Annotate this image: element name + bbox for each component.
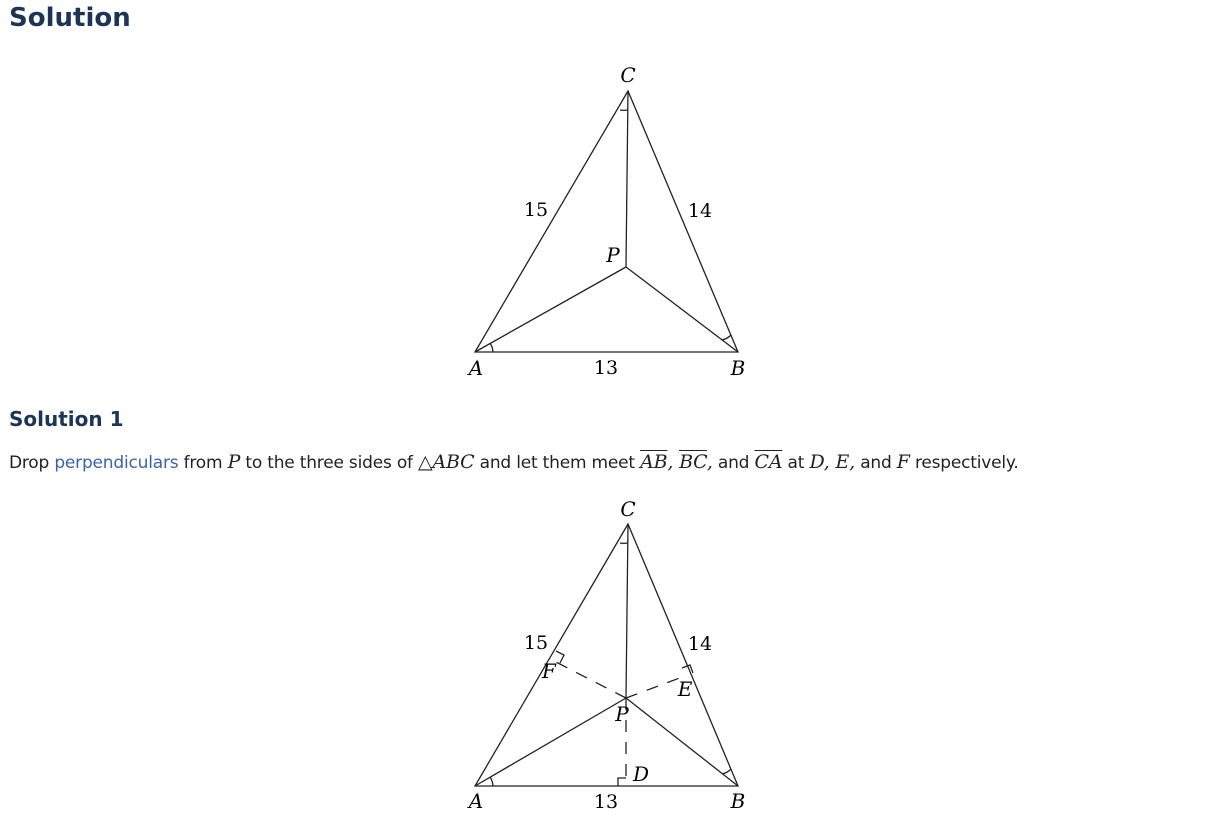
para-text-1: Drop xyxy=(9,453,55,473)
vertex-label-p: P xyxy=(606,243,620,267)
triangle-symbol: △ xyxy=(418,451,433,473)
angle-mark-b xyxy=(722,335,731,340)
solution-1-heading: Solution 1 xyxy=(9,407,124,431)
math-segment-ca: $\overline{CA}$ xyxy=(754,451,783,473)
side-length-bc-2: 14 xyxy=(687,633,713,655)
math-comma-2: , xyxy=(706,451,713,473)
para-text-3: to the three sides of xyxy=(240,453,419,473)
math-segment-ab: $\overline{AB}$ xyxy=(640,451,668,473)
side-length-ab-2: 13 xyxy=(593,791,619,813)
vertex-label-b-2: B xyxy=(730,789,746,813)
solution-1-paragraph xyxy=(9,450,1019,475)
para-text-8: respectively. xyxy=(909,453,1019,473)
para-text-7: and xyxy=(854,453,897,473)
side-length-bc: 14 xyxy=(687,200,713,222)
triangle-name: ABC xyxy=(432,451,475,473)
angle-mark-a xyxy=(490,343,493,352)
side-length-ca: 15 xyxy=(523,199,549,221)
segment-ap xyxy=(475,267,626,352)
math-comma-1: , xyxy=(667,451,680,473)
para-text-4: and let them meet xyxy=(474,453,641,473)
para-text-6: at xyxy=(782,453,810,473)
side-length-ab: 13 xyxy=(593,357,619,379)
para-text-2: from xyxy=(178,453,228,473)
vertex-label-b: B xyxy=(730,356,746,380)
vertex-label-a: A xyxy=(468,356,484,380)
math-triangle-abc xyxy=(418,451,474,473)
vertex-label-e: E xyxy=(677,677,693,701)
vertex-label-p-2: P xyxy=(615,702,629,726)
perpendiculars-link[interactable]: perpendiculars xyxy=(54,453,179,473)
para-text-5: and xyxy=(712,453,755,473)
math-point-f: F xyxy=(896,451,910,473)
solution-heading: Solution xyxy=(9,3,131,33)
math-segment-bc: $\overline{BC}$ xyxy=(679,451,707,473)
vertex-label-c-2: C xyxy=(620,497,636,521)
segment-bp xyxy=(626,267,738,352)
math-points-de: D, E, xyxy=(809,451,855,473)
vertex-label-d: D xyxy=(632,762,650,786)
vertex-label-c: C xyxy=(620,63,636,87)
segment-cp xyxy=(626,91,628,267)
vertex-label-a-2: A xyxy=(468,789,484,813)
side-length-ca-2: 15 xyxy=(523,632,549,654)
vertex-label-f: F xyxy=(542,659,556,683)
math-p: P xyxy=(227,451,241,473)
